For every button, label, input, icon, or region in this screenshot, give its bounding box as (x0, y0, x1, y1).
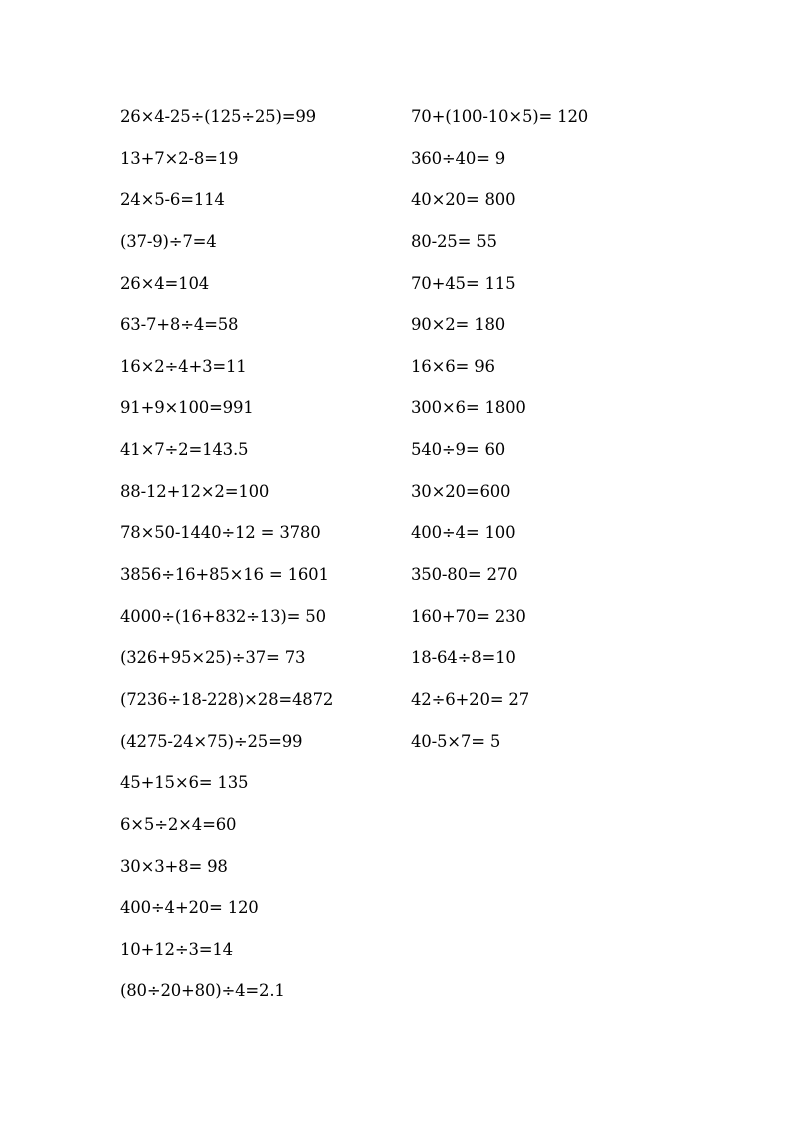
equation-line: 45+15×6= 135 (120, 773, 249, 793)
equation-line: 24×5-6=114 (120, 190, 225, 210)
equation-line: 160+70= 230 (411, 606, 526, 626)
equation-line: 400÷4+20= 120 (120, 898, 259, 918)
equation-line: (4275-24×75)÷25=99 (120, 731, 303, 751)
equation-line: 70+45= 115 (411, 273, 516, 293)
equation-line: (80÷20+80)÷4=2.1 (120, 981, 285, 1001)
equation-line: 70+(100-10×5)= 120 (411, 107, 589, 126)
equation-line: 41×7÷2=143.5 (120, 440, 249, 460)
equation-line: 10+12÷3=14 (120, 939, 233, 959)
equation-line: 13+7×2-8=19 (120, 148, 239, 168)
equation-line: 30×20=600 (411, 481, 511, 501)
equation-line: 16×6= 96 (411, 356, 495, 376)
equation-line: 30×3+8= 98 (120, 856, 228, 876)
equation-line: 78×50-1440÷12 = 3780 (120, 523, 321, 543)
equation-line: 18-64÷8=10 (411, 648, 516, 668)
equation-line: 540÷9= 60 (411, 440, 506, 460)
equation-line: 4000÷(16+832÷13)= 50 (120, 606, 326, 626)
equation-line: 80-25= 55 (411, 231, 497, 251)
equation-line: 350-80= 270 (411, 565, 518, 585)
equation-line: (7236÷18-228)×28=4872 (120, 689, 334, 709)
equation-line: 16×2÷4+3=11 (120, 356, 247, 376)
equation-line: 91+9×100=991 (120, 398, 254, 418)
left-equation-column (120, 106, 400, 1022)
equation-line: 42÷6+20= 27 (411, 689, 530, 709)
equation-line: 6×5÷2×4=60 (120, 814, 237, 834)
equation-line: (37-9)÷7=4 (120, 231, 217, 251)
right-equation-column (411, 106, 711, 772)
equation-line: 26×4=104 (120, 273, 210, 293)
equation-line: 88-12+12×2=100 (120, 481, 270, 501)
equation-line: 400÷4= 100 (411, 523, 516, 543)
equation-line: 26×4-25÷(125÷25)=99 (120, 107, 316, 126)
equation-line: 40-5×7= 5 (411, 731, 501, 751)
equation-line: 300×6= 1800 (411, 398, 526, 418)
equation-line: 3856÷16+85×16 = 1601 (120, 565, 329, 585)
equation-line: 40×20= 800 (411, 190, 516, 210)
equation-line: 90×2= 180 (411, 315, 506, 335)
equation-line: 360÷40= 9 (411, 148, 506, 168)
equation-line: 63-7+8÷4=58 (120, 315, 239, 335)
equation-line: (326+95×25)÷37= 73 (120, 648, 306, 668)
